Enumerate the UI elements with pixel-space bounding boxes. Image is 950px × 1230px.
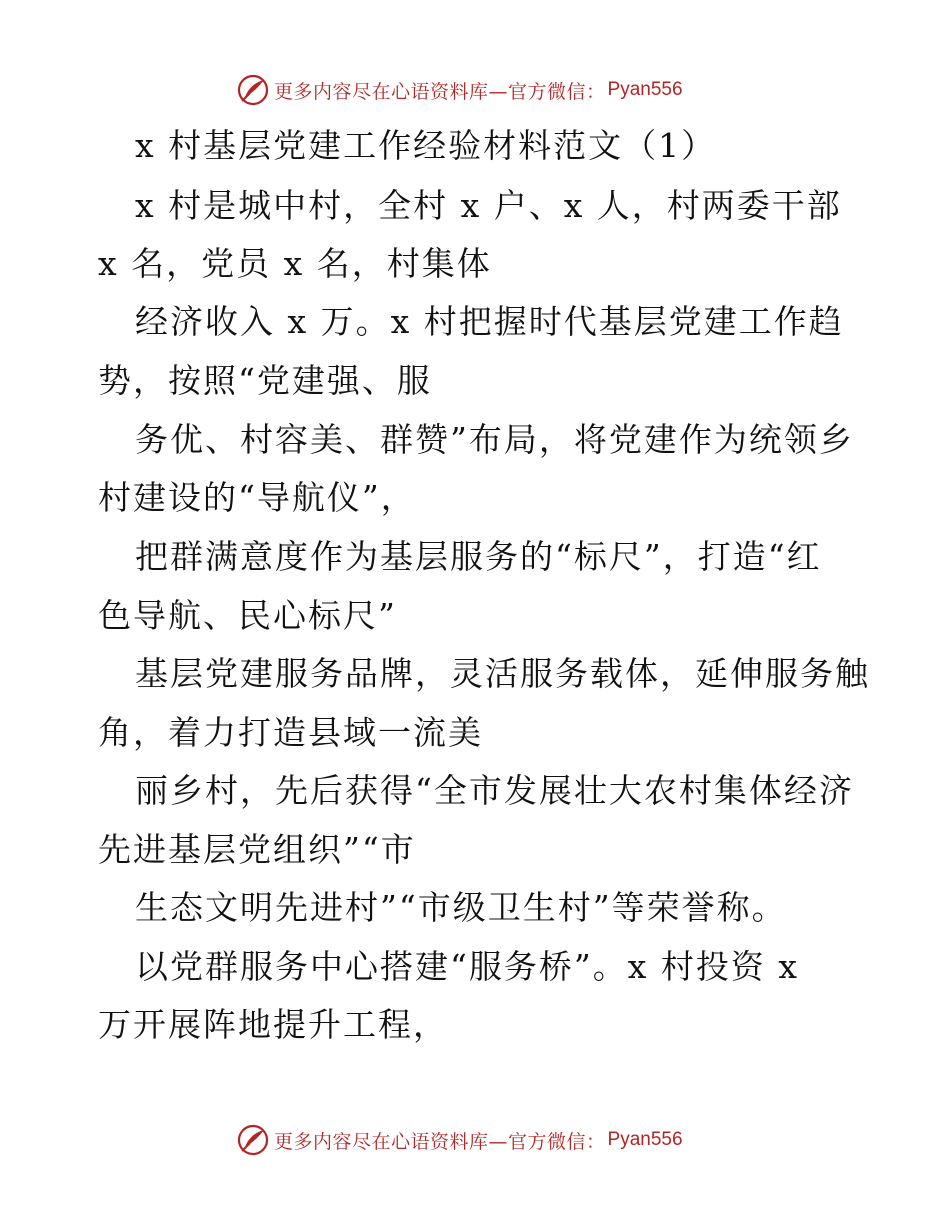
watermark-handle: Pyan556 [607, 79, 683, 100]
text-line: 角，着力打造县域一流美 [98, 713, 483, 752]
text-line: 丽乡村，先后获得“全市发展壮大农村集体经济 [135, 771, 854, 810]
text-line: 务优、村容美、群赞”布局，将党建作为统领乡 [135, 420, 854, 459]
text-line: 色导航、民心标尺” [98, 596, 397, 635]
text-line: 把群满意度作为基层服务的“标尺”，打造“红 [135, 537, 822, 576]
text-line: 基层党建服务品牌，灵活服务载体，延伸服务触 [135, 654, 870, 693]
document-title: x 村基层党建工作经验材料范文（1） [135, 126, 717, 165]
header-watermark [236, 72, 683, 108]
footer-watermark [236, 1122, 683, 1158]
text-line: x 名，党员 x 名，村集体 [98, 244, 492, 283]
text-line: 村建设的“导航仪”， [98, 478, 416, 517]
text-line: 万开展阵地提升工程， [98, 1005, 448, 1044]
text-line: 先进基层党组织”“市 [98, 830, 416, 869]
text-line: 势，按照“党建强、服 [98, 361, 432, 400]
text-line: 生态文明先进村”“市级卫生村”等荣誉称。 [135, 888, 787, 927]
watermark-handle: Pyan556 [607, 1129, 683, 1150]
feather-circle-logo-icon [236, 73, 270, 107]
text-line: 经济收入 x 万。x 村把握时代基层党建工作趋 [135, 302, 844, 341]
watermark-text: 更多内容尽在心语资料库—官方微信： [274, 80, 606, 103]
text-line: 以党群服务中心搭建“服务桥”。x 村投资 x [135, 947, 799, 986]
watermark-text: 更多内容尽在心语资料库—官方微信： [274, 1130, 606, 1153]
text-line: x 村是城中村，全村 x 户、x 人，村两委干部 [135, 186, 842, 225]
feather-circle-logo-icon [236, 1123, 270, 1157]
